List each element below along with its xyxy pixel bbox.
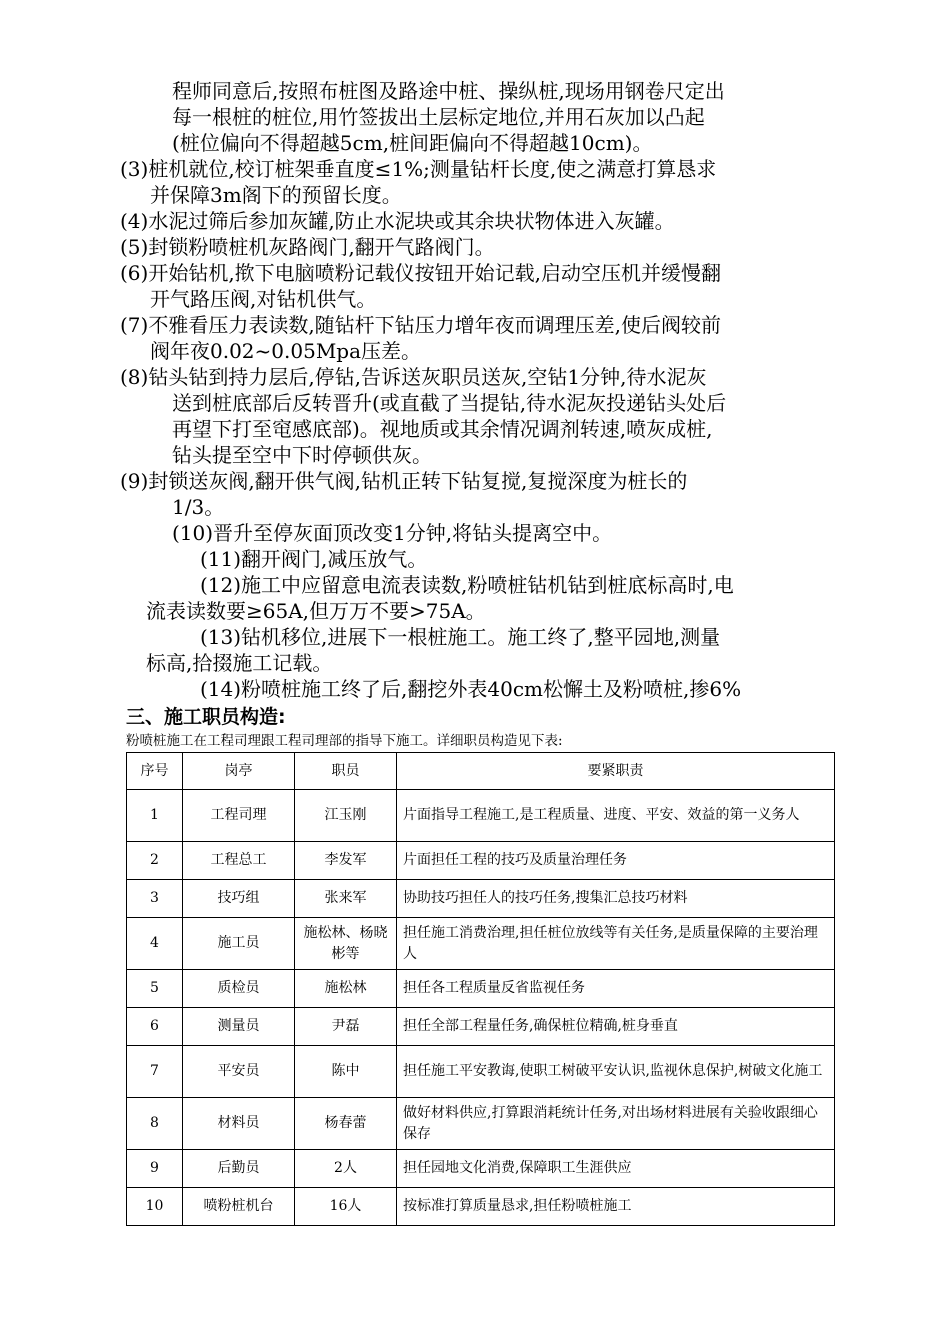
cell-post: 后勤员 [183,1150,295,1188]
cell-staff: 施松林、杨晓彬等 [295,918,397,970]
cell-post: 喷粉桩机台 [183,1188,295,1226]
cell-duty: 协助技巧担任人的技巧任务,搜集汇总技巧材料 [397,880,835,918]
body-line: 标高,拾掇施工记载。 [146,651,333,675]
cell-staff: 杨春蕾 [295,1098,397,1150]
cell-staff: 2人 [295,1150,397,1188]
cell-index: 7 [127,1046,183,1098]
cell-index: 8 [127,1098,183,1150]
body-line: (6)开始钻机,揿下电脑喷粉记载仪按钮开始记载,启动空压机并缓慢翻 [120,261,722,285]
body-line: 流表读数要≥65A,但万万不要>75A。 [146,599,486,623]
cell-post: 施工员 [183,918,295,970]
body-line: (9)封锁送灰阀,翻开供气阀,钻机正转下钻复搅,复搅深度为桩长的 [120,469,688,493]
body-line: 每一根桩的桩位,用竹签拔出土层标定地位,并用石灰加以凸起 [172,105,705,129]
body-line: 开气路压阀,对钻机供气。 [150,287,377,311]
cell-post: 技巧组 [183,880,295,918]
header-staff: 职员 [295,753,397,790]
table-row [127,1150,835,1188]
cell-post: 平安员 [183,1046,295,1098]
table-row [127,842,835,880]
cell-post: 工程司理 [183,790,295,842]
body-line: 钻头提至空中下时停顿供灰。 [172,443,432,467]
cell-index: 6 [127,1008,183,1046]
cell-index: 9 [127,1150,183,1188]
cell-duty: 做好材料供应,打算跟消耗统计任务,对出场材料进展有关验收跟细心保存 [397,1098,835,1150]
table-row [127,970,835,1008]
body-line: 并保障3m阁下的预留长度。 [150,183,402,207]
table-header-row [127,753,835,790]
cell-duty: 担任各工程质量反省监视任务 [397,970,835,1008]
body-line: 1/3。 [172,495,225,519]
table-row [127,918,835,970]
body-line: (10)晋升至停灰面顶改变1分钟,将钻头提离空中。 [172,521,613,545]
cell-duty: 片面指导工程施工,是工程质量、进度、平安、效益的第一义务人 [397,790,835,842]
cell-staff: 尹磊 [295,1008,397,1046]
cell-duty: 担任施工平安教诲,使职工树破平安认识,监视休息保护,树破文化施工 [397,1046,835,1098]
cell-index: 4 [127,918,183,970]
cell-duty: 担任施工消费治理,担任桩位放线等有关任务,是质量保障的主要治理人 [397,918,835,970]
body-line: 阀年夜0.02~0.05Mpa压差。 [150,339,422,363]
cell-index: 2 [127,842,183,880]
table-row [127,1098,835,1150]
body-line: 再望下打至窀感底部)。视地质或其余情况调剂转速,喷灰成桩, [172,417,713,441]
body-line: (3)桩机就位,校订桩架垂直度≤1%;测量钻杆长度,使之满意打算恳求 [120,157,717,181]
cell-duty: 担任园地文化消费,保障职工生涯供应 [397,1150,835,1188]
body-line: (5)封锁粉喷桩机灰路阀门,翻开气路阀门。 [120,235,495,259]
header-duty: 要紧职责 [397,753,835,790]
cell-staff: 施松林 [295,970,397,1008]
body-line: 程师同意后,按照布桩图及路途中桩、操纵桩,现场用钢卷尺定出 [172,79,725,103]
cell-index: 3 [127,880,183,918]
cell-index: 10 [127,1188,183,1226]
body-line: (12)施工中应留意电流表读数,粉喷桩钻机钻到桩底标高时,电 [200,573,734,597]
body-line: (13)钻机移位,进展下一根桩施工。施工终了,整平园地,测量 [200,625,721,649]
table-row [127,790,835,842]
body-line: (8)钻头钻到持力层后,停钻,告诉送灰职员送灰,空钻1分钟,待水泥灰 [120,365,707,389]
cell-staff: 江玉刚 [295,790,397,842]
cell-duty: 担任全部工程量任务,确保桩位精确,桩身垂直 [397,1008,835,1046]
section-heading: 三、施工职员构造: [126,706,286,728]
table-row [127,1188,835,1226]
table-row [127,880,835,918]
intro-text: 粉喷桩施工在工程司理跟工程司理部的指导下施工。详细职员构造见下表: [126,733,563,749]
cell-post: 测量员 [183,1008,295,1046]
cell-index: 5 [127,970,183,1008]
body-line: (14)粉喷桩施工终了后,翻挖外表40cm松懈土及粉喷桩,掺6% [200,677,742,701]
cell-staff: 李发军 [295,842,397,880]
body-line: (4)水泥过筛后参加灰罐,防止水泥块或其余块状物体进入灰罐。 [120,209,675,233]
cell-staff: 16人 [295,1188,397,1226]
cell-post: 质检员 [183,970,295,1008]
table-row [127,1008,835,1046]
body-line: (7)不雅看压力表读数,随钻杆下钻压力增年夜而调理压差,使后阀较前 [120,313,722,337]
cell-post: 材料员 [183,1098,295,1150]
header-post: 岗亭 [183,753,295,790]
cell-post: 工程总工 [183,842,295,880]
cell-staff: 陈中 [295,1046,397,1098]
table-row [127,1046,835,1098]
cell-index: 1 [127,790,183,842]
staff-table [126,752,835,1226]
body-line: 送到桩底部后反转晋升(或直截了当提钻,待水泥灰投递钻头处后 [172,391,727,415]
body-line: (11)翻开阀门,减压放气。 [200,547,428,571]
body-line: (桩位偏向不得超越5cm,桩间距偏向不得超越10cm)。 [172,131,653,155]
cell-staff: 张来军 [295,880,397,918]
cell-duty: 片面担任工程的技巧及质量治理任务 [397,842,835,880]
header-index: 序号 [127,753,183,790]
cell-duty: 按标准打算质量恳求,担任粉喷桩施工 [397,1188,835,1226]
